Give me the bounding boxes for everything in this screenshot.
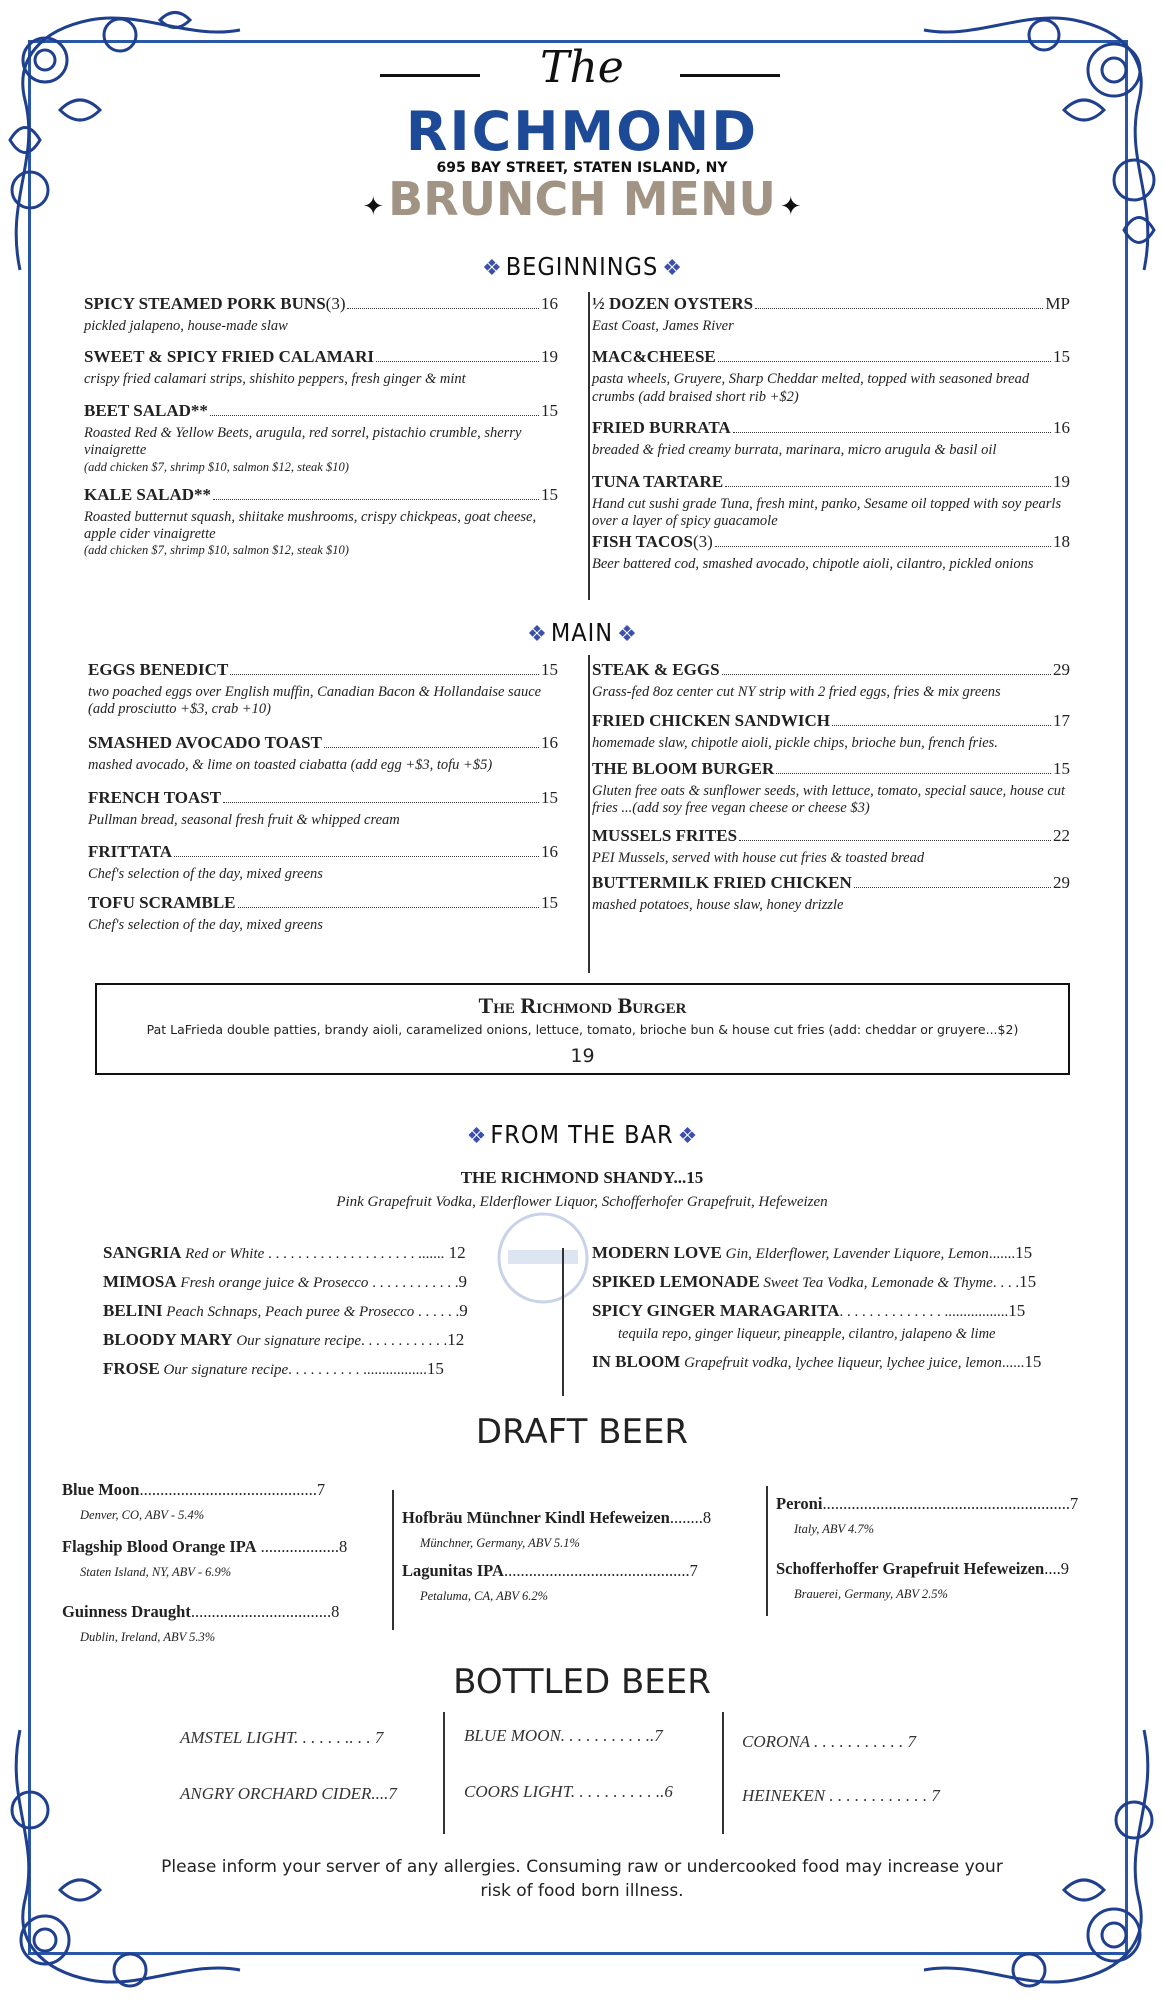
menu-item bbox=[84, 485, 558, 559]
draft-beer-item bbox=[62, 1537, 382, 1580]
menu-item-row bbox=[592, 873, 1070, 893]
item-price: 16 bbox=[541, 732, 558, 752]
menu-item-row bbox=[592, 347, 1070, 367]
item-name: SWEET & SPICY FRIED CALAMARI bbox=[84, 347, 374, 367]
item-price: 29 bbox=[1053, 872, 1070, 892]
item-addons: (add chicken $7, shrimp $10, salmon $12, steak $10) bbox=[84, 543, 349, 558]
draft-beer-item bbox=[402, 1561, 758, 1604]
drink-price: 12 bbox=[447, 1330, 465, 1349]
menu-item bbox=[592, 826, 1070, 867]
menu-item bbox=[88, 893, 558, 934]
drink-price: 12 bbox=[444, 1243, 466, 1262]
dot-leader bbox=[832, 724, 1051, 726]
bottled-item: COORS LIGHT. . . . . . . . . . ..6 bbox=[464, 1782, 673, 1801]
bar-item bbox=[103, 1272, 553, 1292]
sparkle-icon: ✦ bbox=[779, 192, 802, 221]
dot-leader bbox=[213, 498, 539, 500]
menu-item bbox=[592, 711, 1070, 752]
menu-item-row bbox=[592, 660, 1070, 680]
drink-description: Gin, Elderflower, Lavender Liquore, Lemon bbox=[721, 1246, 989, 1262]
beer-price: 9 bbox=[1060, 1559, 1069, 1578]
dot-leader bbox=[210, 414, 539, 416]
item-description: Hand cut sushi grade Tuna, fresh mint, panko, Sesame oil topped with soy pearls over a layer of spicy guacamole bbox=[592, 495, 1062, 529]
menu-item bbox=[592, 347, 1070, 406]
menu-item-row bbox=[592, 826, 1070, 846]
drink-name: BELINI bbox=[103, 1301, 163, 1320]
allergy-notice bbox=[0, 1856, 1164, 1904]
dot-leader bbox=[776, 772, 1051, 774]
beer-price: 8 bbox=[331, 1602, 340, 1621]
menu-title: BRUNCH MENU bbox=[388, 172, 776, 226]
item-name: MAC&CHEESE bbox=[592, 347, 716, 367]
drink-sub-description: tequila repo, ginger liqueur, pineapple, cilantro, jalapeno & lime bbox=[618, 1326, 996, 1342]
bottled-item: BLUE MOON. . . . . . . . . . ..7 bbox=[464, 1726, 663, 1745]
bar-item bbox=[592, 1243, 1112, 1263]
item-price: 15 bbox=[1053, 347, 1070, 367]
menu-item bbox=[88, 660, 558, 719]
draft-beer-item bbox=[776, 1494, 1121, 1537]
dot-leader: ........ bbox=[669, 1508, 703, 1527]
beer-name: Peroni bbox=[776, 1494, 823, 1513]
item-description: two poached eggs over English muffin, Canadian Bacon & Hollandaise sauce (add prosciutto +$3, crab +10) bbox=[88, 684, 542, 718]
beer-name: Schofferhoffer Grapefruit Hefeweizen bbox=[776, 1559, 1045, 1578]
drink-description: Our signature recipe bbox=[232, 1333, 362, 1349]
beginnings-left-column bbox=[84, 294, 558, 558]
beer-origin: Staten Island, NY, ABV - 6.9% bbox=[80, 1565, 232, 1579]
item-price: 16 bbox=[541, 841, 558, 861]
item-description: Pullman bread, seasonal fresh fruit & whipped cream bbox=[88, 812, 400, 829]
dot-leader: .... bbox=[1044, 1559, 1061, 1578]
drink-name: MIMOSA bbox=[103, 1272, 177, 1291]
beer-origin: Petaluma, CA, ABV 6.2% bbox=[420, 1589, 548, 1603]
draft-column-1 bbox=[62, 1480, 382, 1645]
beer-row bbox=[402, 1561, 758, 1581]
allergy-notice-line-1: Please inform your server of any allergies. Consuming raw or undercooked food may increase your bbox=[161, 1857, 1003, 1877]
dot-leader: . . . . . . bbox=[414, 1304, 460, 1320]
beer-row bbox=[62, 1537, 382, 1557]
beer-row bbox=[62, 1480, 382, 1500]
dot-leader: . . . . . . . . . . . . bbox=[361, 1333, 448, 1349]
bottled-item: AMSTEL LIGHT. . . . . . .. . . 7 bbox=[180, 1728, 384, 1747]
menu-item-row bbox=[592, 711, 1070, 731]
drink-name: SPICY GINGER MARAGARITA bbox=[592, 1301, 840, 1320]
item-price: 22 bbox=[1053, 825, 1070, 845]
item-description: crispy fried calamari strips, shishito peppers, fresh ginger & mint bbox=[84, 371, 466, 388]
bar-right-column bbox=[592, 1243, 1112, 1381]
richmond-burger-box bbox=[95, 983, 1070, 1075]
menu-item-row bbox=[88, 893, 558, 913]
bar-item bbox=[592, 1352, 1112, 1372]
dot-leader bbox=[238, 906, 539, 908]
column-divider bbox=[392, 1490, 394, 1630]
item-name: SPICY STEAMED PORK BUNS bbox=[84, 294, 326, 313]
burger-description: Pat LaFrieda double patties, brandy aioli, caramelized onions, lettuce, tomato, brioche bun & house cut fries (add: cheddar or gruyere...$2) bbox=[146, 1022, 1019, 1037]
dot-leader bbox=[718, 360, 1051, 362]
dot-leader bbox=[733, 431, 1051, 433]
diamond-ornament-icon: ❖ bbox=[482, 255, 502, 280]
item-name: STEAK & EGGS bbox=[592, 660, 720, 679]
drink-price: 9 bbox=[459, 1301, 468, 1320]
beer-origin: Brauerei, Germany, ABV 2.5% bbox=[794, 1587, 948, 1601]
dot-leader bbox=[739, 839, 1051, 841]
item-price: 18 bbox=[1053, 532, 1070, 552]
beer-origin: Münchner, Germany, ABV 5.1% bbox=[420, 1536, 580, 1550]
diamond-ornament-icon: ❖ bbox=[662, 255, 682, 280]
beer-name: Lagunitas IPA bbox=[402, 1561, 504, 1580]
item-name: FRIED CHICKEN SANDWICH bbox=[592, 711, 831, 731]
menu-item-row bbox=[84, 401, 558, 421]
item-name: MUSSELS FRITES bbox=[592, 825, 738, 845]
draft-column-3 bbox=[776, 1494, 1121, 1602]
drink-description: Sweet Tea Vodka, Lemonade & Thyme bbox=[759, 1275, 993, 1291]
draft-beer-item bbox=[62, 1602, 382, 1645]
beer-name: Hofbräu Münchner Kindl Hefeweizen bbox=[402, 1508, 670, 1527]
diamond-ornament-icon: ❖ bbox=[617, 621, 637, 646]
dot-leader bbox=[715, 545, 1051, 547]
section-title: FROM THE BAR bbox=[490, 1120, 674, 1149]
item-name: BEET SALAD** bbox=[84, 400, 208, 420]
item-description: Roasted Red & Yellow Beets, arugula, red sorrel, pistachio crumble, sherry vinaigrette bbox=[84, 424, 522, 459]
drink-name: BLOODY MARY bbox=[103, 1330, 233, 1349]
sparkle-icon: ✦ bbox=[362, 192, 385, 221]
bottled-beer-title: BOTTLED BEER bbox=[453, 1662, 711, 1702]
item-name: FRITTATA bbox=[88, 841, 173, 861]
dot-leader: . . . . . . . . . . . . . . . . . . . . ....... bbox=[264, 1246, 445, 1262]
draft-beer-title: DRAFT BEER bbox=[475, 1412, 689, 1452]
item-description: Beer battered cod, smashed avocado, chipotle aioli, cilantro, pickled onions bbox=[592, 556, 1034, 573]
draft-beer-item bbox=[402, 1508, 758, 1551]
drink-name: SANGRIA bbox=[103, 1243, 182, 1262]
item-name: FISH TACOS bbox=[592, 532, 693, 552]
menu-item bbox=[88, 733, 558, 774]
drink-description: Grapefruit vodka, lychee liqueur, lychee juice, lemon bbox=[680, 1355, 1002, 1372]
drink-name: MODERN LOVE bbox=[592, 1243, 722, 1262]
item-name: EGGS BENEDICT bbox=[88, 660, 229, 679]
menu-item bbox=[592, 873, 1070, 914]
item-price: 19 bbox=[541, 347, 558, 367]
dot-leader bbox=[725, 485, 1051, 487]
menu-item bbox=[84, 347, 558, 388]
item-addons: (add chicken $7, shrimp $10, salmon $12, steak $10) bbox=[84, 459, 349, 474]
menu-item bbox=[88, 842, 558, 883]
dot-leader: .................................. bbox=[190, 1602, 332, 1621]
menu-item bbox=[592, 294, 1070, 335]
item-price: 15 bbox=[541, 892, 558, 912]
menu-title-row bbox=[0, 172, 1164, 226]
item-name: SMASHED AVOCADO TOAST bbox=[88, 732, 322, 752]
menu-item bbox=[88, 788, 558, 829]
bar-left-column bbox=[103, 1243, 553, 1388]
menu-item-row bbox=[592, 418, 1070, 438]
dot-leader: ................... bbox=[256, 1537, 340, 1556]
bar-item bbox=[103, 1330, 553, 1350]
diamond-ornament-icon: ❖ bbox=[527, 621, 547, 646]
item-price: 15 bbox=[541, 400, 558, 420]
section-header-beginnings bbox=[0, 252, 1164, 281]
drink-price: 15 bbox=[1024, 1352, 1042, 1372]
burger-price: 19 bbox=[570, 1045, 595, 1067]
title-the: The bbox=[540, 42, 624, 93]
section-title: MAIN bbox=[550, 618, 614, 647]
dot-leader: . . . . . . . . . . ................. bbox=[288, 1362, 427, 1378]
shandy-description: Pink Grapefruit Vodka, Elderflower Liquor, Schofferhofer Grapefruit, Hefeweizen bbox=[336, 1194, 828, 1210]
column-divider bbox=[562, 1248, 564, 1396]
menu-item-row bbox=[88, 733, 558, 753]
column-divider bbox=[722, 1712, 724, 1834]
item-description: breaded & fried creamy burrata, marinara, micro arugula & basil oil bbox=[592, 442, 997, 459]
drink-name: SPIKED LEMONADE bbox=[592, 1272, 760, 1291]
item-description: Grass-fed 8oz center cut NY strip with 2 fried eggs, fries & mix greens bbox=[592, 684, 1001, 700]
bottled-item: CORONA . . . . . . . . . . . 7 bbox=[742, 1732, 916, 1751]
menu-item bbox=[592, 660, 1070, 701]
address: 695 BAY STREET, STATEN ISLAND, NY bbox=[436, 160, 728, 176]
drink-price: 9 bbox=[458, 1272, 467, 1291]
item-price: 29 bbox=[1053, 660, 1070, 679]
shandy-name: THE RICHMOND SHANDY...15 bbox=[460, 1168, 704, 1187]
menu-item-row bbox=[592, 759, 1070, 779]
menu-item bbox=[592, 532, 1070, 573]
bar-item bbox=[592, 1272, 1112, 1292]
drink-price: 15 bbox=[426, 1359, 444, 1378]
dot-leader: ............................................................ bbox=[822, 1494, 1070, 1513]
beer-row bbox=[62, 1602, 382, 1622]
menu-item-row bbox=[592, 294, 1070, 314]
dot-leader: . . . . bbox=[992, 1275, 1020, 1291]
menu-item-row bbox=[88, 842, 558, 862]
beer-price: 8 bbox=[702, 1508, 712, 1527]
menu-item-row bbox=[88, 660, 558, 680]
draft-beer-item bbox=[62, 1480, 382, 1523]
beer-name: Flagship Blood Orange IPA bbox=[62, 1537, 257, 1556]
beer-origin: Denver, CO, ABV - 5.4% bbox=[80, 1508, 205, 1522]
dot-leader: . . . . . . . . . . . . bbox=[368, 1275, 459, 1291]
dot-leader bbox=[324, 746, 539, 748]
beer-price: 8 bbox=[339, 1537, 348, 1556]
column-divider bbox=[588, 655, 590, 973]
item-price: MP bbox=[1045, 294, 1070, 313]
column-divider bbox=[443, 1712, 445, 1834]
bar-item bbox=[103, 1359, 553, 1379]
item-count: (3) bbox=[692, 532, 713, 552]
dot-leader: ........................................... bbox=[139, 1480, 317, 1499]
menu-item bbox=[592, 759, 1070, 818]
menu-item bbox=[592, 472, 1070, 531]
draft-beer-item bbox=[776, 1559, 1121, 1602]
beer-origin: Dublin, Ireland, ABV 5.3% bbox=[80, 1630, 216, 1644]
item-price: 16 bbox=[541, 294, 558, 313]
beginnings-right-column bbox=[592, 294, 1070, 574]
item-description: pasta wheels, Gruyere, Sharp Cheddar melted, topped with seasoned bread crumbs (add braised short rib +$2) bbox=[592, 371, 1030, 405]
item-description: homemade slaw, chipotle aioli, pickle chips, brioche bun, french fries. bbox=[592, 735, 998, 752]
column-divider bbox=[588, 292, 590, 600]
item-name: BUTTERMILK FRIED CHICKEN bbox=[592, 872, 852, 892]
item-price: 19 bbox=[1053, 471, 1070, 491]
menu-item bbox=[84, 294, 558, 335]
item-description: mashed avocado, & lime on toasted ciabatta (add egg +$3, tofu +$5) bbox=[88, 756, 493, 773]
beer-name: Guinness Draught bbox=[62, 1602, 191, 1621]
drink-description: Red or White bbox=[181, 1246, 265, 1262]
beer-price: 7 bbox=[1069, 1494, 1079, 1513]
drink-description: Peach Schnaps, Peach puree & Prosecco bbox=[162, 1304, 415, 1320]
item-price: 16 bbox=[1053, 418, 1070, 438]
dot-leader bbox=[854, 886, 1051, 888]
item-description: pickled jalapeno, house-made slaw bbox=[84, 318, 288, 334]
bottled-item: HEINEKEN . . . . . . . . . . . . 7 bbox=[742, 1786, 940, 1805]
item-count: (3) bbox=[325, 294, 346, 313]
burger-title: The Richmond Burger bbox=[478, 993, 687, 1018]
drink-price: 15 bbox=[1019, 1272, 1037, 1291]
item-description: PEI Mussels, served with house cut fries & toasted bread bbox=[592, 849, 925, 866]
dot-leader bbox=[223, 801, 539, 803]
dot-leader bbox=[230, 673, 539, 675]
item-name: FRIED BURRATA bbox=[592, 418, 731, 438]
diamond-ornament-icon: ❖ bbox=[466, 1123, 487, 1148]
beer-name: Blue Moon bbox=[62, 1480, 140, 1499]
restaurant-name: RICHMOND bbox=[405, 100, 759, 163]
item-name: FRENCH TOAST bbox=[88, 788, 222, 808]
item-description: East Coast, James River bbox=[592, 318, 734, 334]
drink-name: FROSE bbox=[103, 1359, 160, 1378]
main-right-column bbox=[592, 660, 1070, 914]
bar-item bbox=[592, 1301, 1112, 1321]
dot-leader bbox=[347, 307, 539, 309]
draft-column-2 bbox=[402, 1508, 758, 1604]
item-price: 15 bbox=[541, 484, 558, 504]
drink-description: Our signature recipe bbox=[159, 1362, 289, 1378]
drink-description: Fresh orange juice & Prosecco bbox=[176, 1275, 369, 1291]
bar-item bbox=[103, 1243, 553, 1263]
dot-leader bbox=[722, 673, 1051, 675]
drink-name: IN BLOOM bbox=[592, 1352, 681, 1372]
menu-item-row bbox=[592, 472, 1070, 492]
menu-item-row bbox=[84, 485, 558, 505]
bottled-item: ANGRY ORCHARD CIDER....7 bbox=[180, 1784, 397, 1803]
main-left-column bbox=[88, 660, 558, 934]
dot-leader: ....... bbox=[988, 1246, 1016, 1262]
menu-item bbox=[84, 401, 558, 475]
beer-row bbox=[776, 1494, 1121, 1514]
item-price: 15 bbox=[541, 788, 558, 808]
dot-leader bbox=[376, 360, 539, 362]
menu-item-row bbox=[84, 294, 558, 314]
item-price: 15 bbox=[541, 660, 558, 679]
item-description: Gluten free oats & sunflower seeds, with lettuce, tomato, special sauce, house cut fries ...(add soy free vegan cheese or cheese $3) bbox=[592, 782, 1066, 817]
dot-leader: . . . . . . . . . . . . . . ................. bbox=[839, 1304, 1009, 1320]
item-description: Chef's selection of the day, mixed greens bbox=[88, 865, 323, 882]
allergy-notice-line-2: risk of food born illness. bbox=[480, 1880, 684, 1901]
menu-item bbox=[592, 418, 1070, 459]
bar-item bbox=[103, 1301, 553, 1321]
item-name: ½ DOZEN OYSTERS bbox=[592, 294, 754, 313]
item-price: 17 bbox=[1053, 711, 1070, 731]
item-description: mashed potatoes, house slaw, honey drizzle bbox=[592, 896, 844, 913]
section-title: BEGINNINGS bbox=[505, 252, 659, 281]
beer-row bbox=[776, 1559, 1121, 1579]
item-name: TOFU SCRAMBLE bbox=[88, 892, 236, 912]
item-name: THE BLOOM BURGER bbox=[592, 758, 775, 778]
item-name: KALE SALAD** bbox=[84, 484, 212, 504]
drink-price: 15 bbox=[1015, 1243, 1033, 1262]
item-price: 15 bbox=[1053, 758, 1070, 778]
section-header-main bbox=[0, 618, 1164, 647]
diamond-ornament-icon: ❖ bbox=[677, 1123, 698, 1148]
dot-leader bbox=[174, 855, 539, 857]
menu-item-row bbox=[592, 532, 1070, 552]
beer-price: 7 bbox=[689, 1561, 698, 1580]
menu-item-row bbox=[84, 347, 558, 367]
dot-leader bbox=[755, 307, 1043, 309]
beer-row bbox=[402, 1508, 758, 1528]
column-divider bbox=[766, 1486, 768, 1616]
drink-price: 15 bbox=[1008, 1301, 1026, 1320]
item-description: Chef's selection of the day, mixed greens bbox=[88, 916, 323, 933]
dot-leader: ...... bbox=[1001, 1355, 1025, 1372]
menu-item-row bbox=[88, 788, 558, 808]
item-description: Roasted butternut squash, shiitake mushrooms, crispy chickpeas, goat cheese, apple cider vinaigrette bbox=[84, 508, 537, 542]
item-name: TUNA TARTARE bbox=[592, 471, 724, 491]
beer-price: 7 bbox=[316, 1480, 326, 1499]
dot-leader: ............................................. bbox=[503, 1561, 690, 1580]
beer-origin: Italy, ABV 4.7% bbox=[794, 1522, 875, 1536]
section-header-bar bbox=[0, 1120, 1164, 1149]
